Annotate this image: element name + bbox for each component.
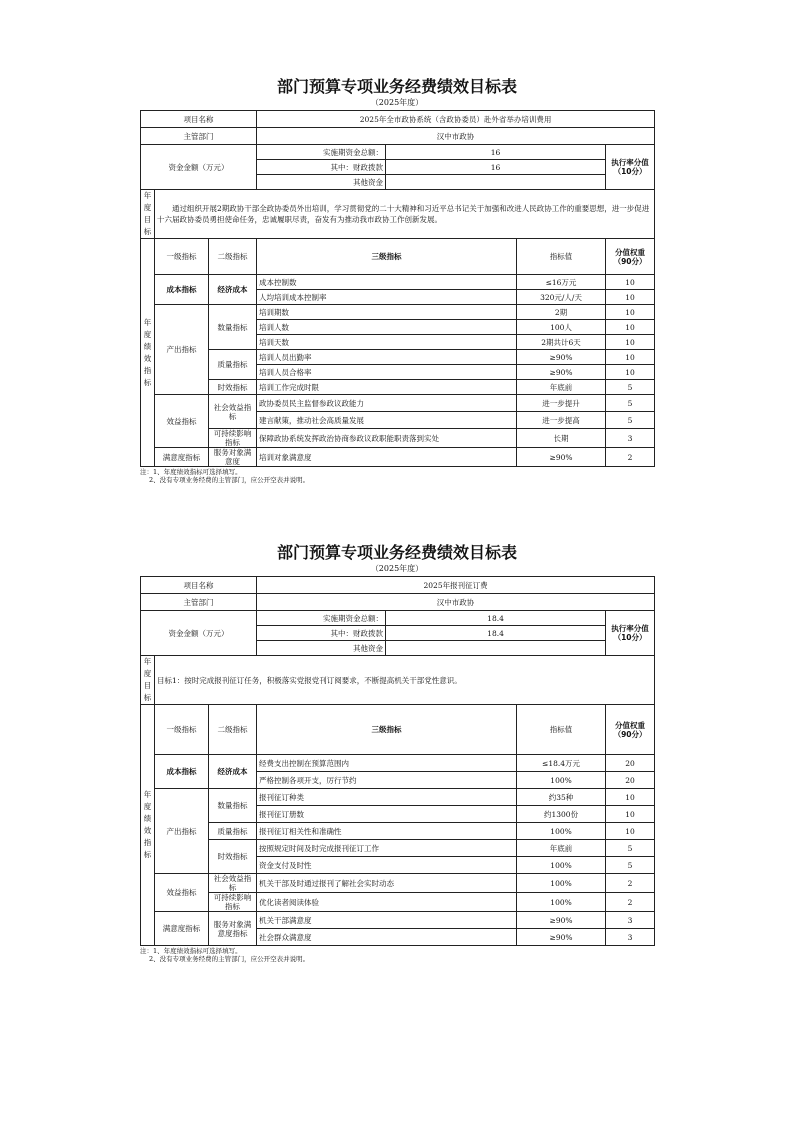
l3-cell: 机关干部及时通过报刊了解社会实时动态	[257, 874, 517, 893]
funds-row-label: 其他资金	[257, 175, 386, 190]
indicator-group-label: 年度绩效指标	[141, 239, 155, 467]
project-name-label: 项目名称	[141, 577, 257, 594]
value-cell: 年底前	[517, 380, 606, 395]
l1-cell: 产出指标	[155, 305, 209, 395]
l2-cell: 社会效益指标	[209, 874, 257, 893]
goal-label: 年度目标	[141, 190, 155, 239]
funds-row-label: 其中：财政拨款	[257, 160, 386, 175]
l2-cell: 质量指标	[209, 823, 257, 840]
weight-cell: 10	[606, 290, 655, 305]
performance-table-2	[140, 543, 654, 963]
l1-cell: 满意度指标	[155, 448, 209, 467]
l3-cell: 报刊征订册数	[257, 806, 517, 823]
weight-cell: 10	[606, 365, 655, 380]
l2-cell: 社会效益指标	[209, 395, 257, 429]
value-cell: 100%	[517, 823, 606, 840]
l1-cell: 成本指标	[155, 275, 209, 305]
header-weight: 分值权重（90分）	[606, 239, 655, 275]
l2-cell: 服务对象满意度指标	[209, 912, 257, 946]
header-l1: 一级指标	[155, 239, 209, 275]
value-cell: 100人	[517, 320, 606, 335]
weight-cell: 5	[606, 840, 655, 857]
l1-cell: 效益指标	[155, 395, 209, 448]
performance-grid	[140, 110, 655, 467]
table-title: 部门预算专项业务经费绩效目标表	[276, 543, 517, 562]
value-cell: 进一步提升	[517, 395, 606, 412]
l2-cell: 经济成本	[209, 275, 257, 305]
table-notes	[140, 468, 654, 484]
funds-label: 资金金额（万元）	[141, 145, 257, 190]
l3-cell: 培训天数	[257, 335, 517, 350]
department-label: 主管部门	[141, 128, 257, 145]
header-value: 指标值	[517, 239, 606, 275]
l2-cell: 经济成本	[209, 755, 257, 789]
funds-row-value: 16	[386, 145, 606, 160]
value-cell: 进一步提高	[517, 412, 606, 429]
weight-cell: 10	[606, 806, 655, 823]
l2-cell: 数量指标	[209, 305, 257, 350]
value-cell: ≥90%	[517, 448, 606, 467]
header-l2: 二级指标	[209, 705, 257, 755]
header-l2: 二级指标	[209, 239, 257, 275]
value-cell: 2期共计6天	[517, 335, 606, 350]
l3-cell: 按照规定时间及时完成报刊征订工作	[257, 840, 517, 857]
header-l1: 一级指标	[155, 705, 209, 755]
funds-row-label: 其他资金	[257, 641, 386, 656]
value-cell: 100%	[517, 874, 606, 893]
note-line: 注：1、年度绩效指标可选择填写。	[140, 947, 242, 955]
value-cell: 100%	[517, 772, 606, 789]
value-cell: 100%	[517, 893, 606, 912]
table-notes	[140, 947, 654, 963]
funds-row-value: 18.4	[386, 611, 606, 626]
department-label: 主管部门	[141, 594, 257, 611]
goal-text: 通过组织开展2期政协干部全政协委员外出培训，学习贯彻党的二十大精神和习近平总书记关于加强和改进人民政协工作的重要思想，进一步促进十六届政协委员勇担使命任务，忠诚履职尽责，奋发有为推动我市政协工作创新发展。	[155, 190, 655, 239]
l2-cell: 时效指标	[209, 380, 257, 395]
note-line: 注：1、年度绩效指标可选择填写。	[140, 468, 242, 476]
l3-cell: 机关干部满意度	[257, 912, 517, 929]
weight-cell: 2	[606, 893, 655, 912]
funds-row-value	[386, 175, 606, 190]
l3-cell: 培训人员出勤率	[257, 350, 517, 365]
l3-cell: 资金支付及时性	[257, 857, 517, 874]
weight-cell: 5	[606, 395, 655, 412]
value-cell: 2期	[517, 305, 606, 320]
value-cell: ≥90%	[517, 365, 606, 380]
funds-row-value: 18.4	[386, 626, 606, 641]
l3-cell: 建言献策，推动社会高质量发展	[257, 412, 517, 429]
l3-cell: 社会群众满意度	[257, 929, 517, 946]
department-value: 汉中市政协	[257, 594, 655, 611]
l3-cell: 优化读者阅读体验	[257, 893, 517, 912]
l3-cell: 政协委员民主监督参政议政能力	[257, 395, 517, 412]
value-cell: 年底前	[517, 840, 606, 857]
l1-cell: 效益指标	[155, 874, 209, 912]
l2-cell: 服务对象满意度	[209, 448, 257, 467]
table-year: （2025年度）	[370, 98, 424, 107]
weight-cell: 10	[606, 350, 655, 365]
value-cell: 约1300份	[517, 806, 606, 823]
exec-rate-label: 执行率分值（10分）	[606, 145, 655, 190]
l3-cell: 严格控制各项开支，厉行节约	[257, 772, 517, 789]
weight-cell: 5	[606, 857, 655, 874]
funds-row-value	[386, 641, 606, 656]
funds-row-value: 16	[386, 160, 606, 175]
l3-cell: 人均培训成本控制率	[257, 290, 517, 305]
weight-cell: 2	[606, 448, 655, 467]
exec-rate-label: 执行率分值（10分）	[606, 611, 655, 656]
funds-label: 资金金额（万元）	[141, 611, 257, 656]
weight-cell: 3	[606, 429, 655, 448]
l2-cell: 可持续影响指标	[209, 893, 257, 912]
value-cell: 320元/人/天	[517, 290, 606, 305]
department-value: 汉中市政协	[257, 128, 655, 145]
l2-cell: 数量指标	[209, 789, 257, 823]
project-name-value: 2025年报刊征订费	[257, 577, 655, 594]
l3-cell: 培训人员合格率	[257, 365, 517, 380]
header-l3: 三级指标	[257, 239, 517, 275]
goal-label: 年度目标	[141, 656, 155, 705]
weight-cell: 10	[606, 789, 655, 806]
note-line: 2、没有专项业务经费的主管部门，应公开空表并说明。	[149, 476, 310, 484]
weight-cell: 20	[606, 755, 655, 772]
goal-text: 目标1：按时完成报刊征订任务，积极落实党报党刊订阅要求，不断提高机关干部党性意识。	[155, 656, 655, 705]
performance-grid	[140, 576, 655, 946]
funds-row-label: 其中：财政拨款	[257, 626, 386, 641]
indicator-group-label: 年度绩效指标	[141, 705, 155, 946]
value-cell: ≤18.4万元	[517, 755, 606, 772]
note-line: 2、没有专项业务经费的主管部门，应公开空表并说明。	[149, 955, 310, 963]
table-year: （2025年度）	[370, 564, 424, 573]
performance-table-1	[140, 77, 654, 484]
l3-cell: 培训对象满意度	[257, 448, 517, 467]
weight-cell: 10	[606, 335, 655, 350]
header-value: 指标值	[517, 705, 606, 755]
project-name-value: 2025年全市政协系统（含政协委员）赴外省举办培训费用	[257, 111, 655, 128]
l2-cell: 时效指标	[209, 840, 257, 874]
l3-cell: 培训期数	[257, 305, 517, 320]
l2-cell: 可持续影响指标	[209, 429, 257, 448]
funds-row-label: 实施期资金总额：	[257, 611, 386, 626]
weight-cell: 10	[606, 305, 655, 320]
l3-cell: 保障政协系统发挥政治协商参政议政职能职责落到实处	[257, 429, 517, 448]
l1-cell: 成本指标	[155, 755, 209, 789]
funds-row-label: 实施期资金总额：	[257, 145, 386, 160]
value-cell: 长期	[517, 429, 606, 448]
weight-cell: 5	[606, 412, 655, 429]
project-name-label: 项目名称	[141, 111, 257, 128]
weight-cell: 10	[606, 275, 655, 290]
table-title: 部门预算专项业务经费绩效目标表	[276, 77, 517, 96]
l3-cell: 报刊征订种类	[257, 789, 517, 806]
weight-cell: 10	[606, 320, 655, 335]
l2-cell: 质量指标	[209, 350, 257, 380]
header-l3: 三级指标	[257, 705, 517, 755]
header-weight: 分值权重（90分）	[606, 705, 655, 755]
l3-cell: 培训人数	[257, 320, 517, 335]
value-cell: ≥90%	[517, 929, 606, 946]
l1-cell: 产出指标	[155, 789, 209, 874]
weight-cell: 3	[606, 929, 655, 946]
l3-cell: 培训工作完成时限	[257, 380, 517, 395]
weight-cell: 3	[606, 912, 655, 929]
value-cell: ≥90%	[517, 912, 606, 929]
value-cell: ≥90%	[517, 350, 606, 365]
l3-cell: 成本控制数	[257, 275, 517, 290]
weight-cell: 5	[606, 380, 655, 395]
l3-cell: 经费支出控制在预算范围内	[257, 755, 517, 772]
l1-cell: 满意度指标	[155, 912, 209, 946]
value-cell: ≤16万元	[517, 275, 606, 290]
value-cell: 100%	[517, 857, 606, 874]
value-cell: 约35种	[517, 789, 606, 806]
weight-cell: 10	[606, 823, 655, 840]
weight-cell: 2	[606, 874, 655, 893]
l3-cell: 报刊征订相关性和准确性	[257, 823, 517, 840]
weight-cell: 20	[606, 772, 655, 789]
